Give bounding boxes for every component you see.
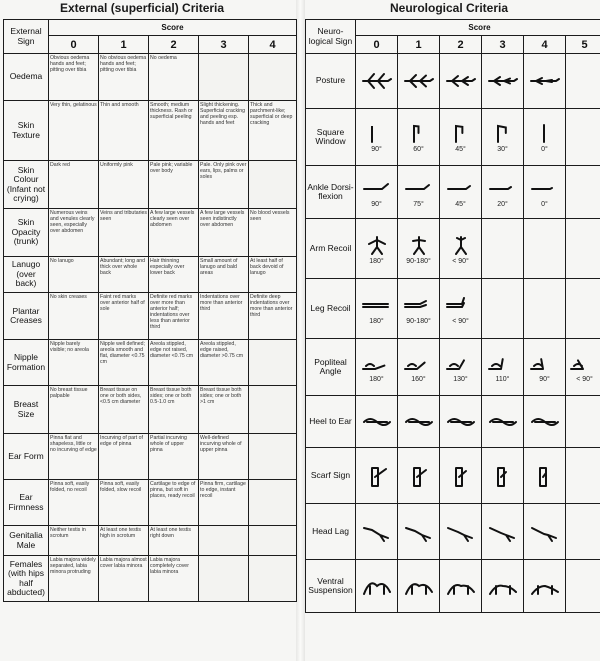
neuro-criterion-cell [482,54,524,109]
neuro-criterion-cell [356,396,398,448]
angle-label: 180° [369,376,384,383]
external-criterion-cell [249,340,297,386]
external-criterion-cell [249,526,297,556]
neuro-criterion-cell [482,166,524,219]
external-criterion-cell: Indentations over more than anterior third [199,293,249,340]
external-criterion-cell: No oedema [149,54,199,101]
neuro-sign-label: Popliteal Angle [306,339,356,396]
external-criterion-cell: Pinna flat and shapeless, little or no incurving of edge [49,434,99,480]
ankle-figure-icon [528,176,562,200]
neuro-criterion-cell [566,109,600,166]
external-row [4,101,297,161]
angle-label: < 90° [452,257,469,265]
neuro-criterion-cell [524,504,566,560]
scarf-figure-icon [444,464,478,488]
external-criterion-cell: Nipple well defined; areola smooth and flat, diameter <0.75 cm [99,340,149,386]
neuro-criterion-cell [482,396,524,448]
external-criterion-cell: Abundant; long and thick over whole back [99,257,149,293]
neuro-sign-label: Arm Recoil [306,219,356,279]
neuro-criterion-cell [356,504,398,560]
external-criterion-cell: Pinna soft, easily folded, slow recoil [99,480,149,526]
neuro-criterion-cell [440,109,482,166]
neuro-criterion-cell [566,166,600,219]
external-criterion-cell: No blood vessels seen [249,209,297,257]
external-row [4,54,297,101]
angle-label: 90-180° [406,257,431,265]
external-score-0: 0 [49,36,99,54]
external-criterion-cell [199,54,249,101]
neuro-score-header: Score [356,20,600,36]
neuro-row [306,54,600,109]
neuro-row [306,396,600,448]
external-criterion-cell [249,434,297,480]
neuro-criterion-cell [440,339,482,396]
external-criterion-cell: Very thin, gelatinous [49,101,99,161]
neuro-criterion-cell [440,54,482,109]
neuro-criterion-cell [398,166,440,219]
ventral-figure-icon [486,574,520,598]
external-criterion-cell [249,54,297,101]
popliteal-figure-icon [568,351,600,375]
neuro-criterion-cell [524,219,566,279]
external-criterion-cell: Breast tissue both sides; one or both 0.5-1.0 cm [149,386,199,434]
angle-label: 130° [453,376,468,383]
neuro-criterion-cell [524,560,566,613]
external-criterion-cell: Pale. Only pink over ears, lips, palms or soles [199,161,249,209]
posture-figure-icon [402,69,436,93]
heel-ear-figure-icon [360,410,394,434]
neuro-criterion-cell [524,166,566,219]
external-score-3: 3 [199,36,249,54]
ankle-figure-icon [486,176,520,200]
external-sign-label: Females (with hips half abducted) [4,556,49,602]
angle-label: 0° [541,201,548,208]
neuro-criterion-cell [566,54,600,109]
external-row [4,386,297,434]
external-criterion-cell: Veins and tributaries seen [99,209,149,257]
neuro-sign-label: Ventral Suspension [306,560,356,613]
external-criterion-cell: Thin and smooth [99,101,149,161]
neuro-row [306,448,600,504]
external-criterion-cell: Partial incurving whole of upper pinna [149,434,199,480]
neuro-criterion-cell [482,339,524,396]
external-criterion-cell: Cartilage to edge of pinna, but soft in places, ready recoil [149,480,199,526]
neuro-criterion-cell [398,219,440,279]
external-criterion-cell: No breast tissue palpable [49,386,99,434]
neuro-score-0: 0 [356,36,398,54]
neuro-criterion-cell [524,54,566,109]
angle-label: < 90° [452,317,469,325]
external-sign-label: Plantar Creases [4,293,49,340]
arm-figure-icon [444,233,478,257]
neuro-criterion-cell [566,448,600,504]
external-sign-label: Ear Form [4,434,49,480]
ankle-figure-icon [402,176,436,200]
heel-ear-figure-icon [528,410,562,434]
neuro-score-5: 5 [566,36,600,54]
external-score-header: Score [49,20,297,36]
angle-label: 75° [413,201,424,208]
neuro-criterion-cell [440,560,482,613]
popliteal-figure-icon [360,351,394,375]
angle-label: 60° [413,146,424,153]
neuro-score-1: 1 [398,36,440,54]
neuro-criterion-cell [566,219,600,279]
external-criterion-cell: Slight thickening. Superficial cracking and peeling esp. hands and feet [199,101,249,161]
angle-label: 0° [541,146,548,153]
scarf-figure-icon [486,464,520,488]
popliteal-figure-icon [486,351,520,375]
neuro-row [306,219,600,279]
external-criterion-cell [199,556,249,602]
external-criterion-cell [249,386,297,434]
angle-label: 20° [497,201,508,208]
neuro-row [306,504,600,560]
external-criterion-cell: Small amount of lanugo and bald areas [199,257,249,293]
neurological-criteria-title: Neurological Criteria [390,1,509,15]
neuro-criterion-cell [482,109,524,166]
neuro-criterion-cell [440,166,482,219]
neuro-sign-label: Posture [306,54,356,109]
neuro-criterion-cell [524,109,566,166]
square-window-figure-icon [486,121,520,145]
angle-label: 90-180° [406,317,431,325]
angle-label: 45° [455,201,466,208]
external-row [4,340,297,386]
neuro-sign-label: Square Window [306,109,356,166]
external-criterion-cell [249,161,297,209]
neuro-criterion-cell [482,504,524,560]
ventral-figure-icon [444,574,478,598]
neuro-criterion-cell [440,448,482,504]
neuro-score-2: 2 [440,36,482,54]
neuro-criterion-cell [440,504,482,560]
external-criterion-cell [249,556,297,602]
neuro-sign-label: Scarf Sign [306,448,356,504]
external-row [4,257,297,293]
external-criterion-cell: Areola stippled, edge raised, diameter >0.75 cm [199,340,249,386]
leg-figure-icon [444,293,478,317]
external-criterion-cell: Faint red marks over anterior half of sole [99,293,149,340]
external-criterion-cell: Numerous veins and venules clearly seen, especially over abdomen [49,209,99,257]
head-lag-figure-icon [444,520,478,544]
external-criterion-cell: Neither testis in scrotum [49,526,99,556]
external-sign-label: Oedema [4,54,49,101]
neuro-sign-label: Heel to Ear [306,396,356,448]
neuro-criterion-cell [356,448,398,504]
neuro-criterion-cell [398,54,440,109]
angle-label: 180° [369,317,384,325]
external-criterion-cell: Well-defined incurving whole of upper pinna [199,434,249,480]
popliteal-figure-icon [528,351,562,375]
external-criterion-cell [249,480,297,526]
scarf-figure-icon [402,464,436,488]
head-lag-figure-icon [360,520,394,544]
external-criterion-cell: Breast tissue on one or both sides, <0.5 cm diameter [99,386,149,434]
arm-figure-icon [360,233,394,257]
external-row [4,161,297,209]
neuro-criterion-cell [356,560,398,613]
external-sign-label: Skin Colour (Infant not crying) [4,161,49,209]
external-sign-label: Breast Size [4,386,49,434]
neuro-criterion-cell [482,279,524,339]
external-criterion-cell: No skin creases [49,293,99,340]
external-sign-label: Skin Opacity (trunk) [4,209,49,257]
scarf-figure-icon [528,464,562,488]
angle-label: 180° [369,257,384,265]
ventral-figure-icon [528,574,562,598]
external-criterion-cell: Uniformly pink [99,161,149,209]
neuro-criterion-cell [566,560,600,613]
external-row [4,293,297,340]
external-sign-label: Genitalia Male [4,526,49,556]
external-sign-label: Skin Texture [4,101,49,161]
neuro-criterion-cell [482,448,524,504]
external-criterion-cell: A few large vessels clearly seen over abdomen [149,209,199,257]
neuro-criterion-cell [440,396,482,448]
external-sign-label: Ear Firmness [4,480,49,526]
head-lag-figure-icon [486,520,520,544]
neuro-criterion-cell [524,448,566,504]
heel-ear-figure-icon [402,410,436,434]
external-row [4,526,297,556]
ventral-figure-icon [402,574,436,598]
neuro-criterion-cell [398,396,440,448]
angle-label: 110° [495,376,510,383]
popliteal-figure-icon [402,351,436,375]
neuro-criterion-cell [566,396,600,448]
neuro-score-3: 3 [482,36,524,54]
neuro-criterion-cell [356,166,398,219]
leg-figure-icon [402,293,436,317]
neuro-criterion-cell [356,339,398,396]
external-criterion-cell: At least half of back devoid of lanugo [249,257,297,293]
neuro-criterion-cell [398,339,440,396]
external-score-4: 4 [249,36,297,54]
square-window-figure-icon [528,121,562,145]
neuro-criterion-cell [524,339,566,396]
page-fold [296,0,305,661]
neuro-criterion-cell [482,560,524,613]
external-criterion-cell: Thick and parchment-like; superficial or deep cracking [249,101,297,161]
external-criterion-cell: Incurving of part of edge of pinna [99,434,149,480]
neuro-criterion-cell [398,279,440,339]
heel-ear-figure-icon [486,410,520,434]
posture-figure-icon [444,69,478,93]
external-criterion-cell: Areola stippled, edge not raised, diameter <0.75 cm [149,340,199,386]
neuro-criterion-cell [398,448,440,504]
neuro-criterion-cell [398,504,440,560]
neuro-criterion-cell [356,219,398,279]
neuro-sign-label: Leg Recoil [306,279,356,339]
external-criterion-cell: Definite deep indentations over more than anterior third [249,293,297,340]
neuro-criterion-cell [566,504,600,560]
external-criterion-cell: Nipple barely visible; no areola [49,340,99,386]
external-criterion-cell: Pinna firm, cartilage to edge, instant recoil [199,480,249,526]
neurological-criteria-table [305,19,600,613]
head-lag-figure-icon [528,520,562,544]
external-criterion-cell: No lanugo [49,257,99,293]
angle-label: 90° [539,376,550,383]
external-criterion-cell: Labia majora widely separated, labia minora protruding [49,556,99,602]
external-criterion-cell: Obvious oedema hands and feet; pitting over tibia [49,54,99,101]
external-score-1: 1 [99,36,149,54]
neuro-row [306,339,600,396]
neuro-criterion-cell [566,279,600,339]
leg-figure-icon [360,293,394,317]
neuro-row [306,166,600,219]
neuro-criterion-cell [356,279,398,339]
neuro-criterion-cell [398,560,440,613]
square-window-figure-icon [444,121,478,145]
external-criterion-cell: Pinna soft, easily folded, no recoil [49,480,99,526]
neuro-criterion-cell [356,54,398,109]
external-row [4,434,297,480]
angle-label: 90° [371,201,382,208]
external-criterion-cell: At least one testis right down [149,526,199,556]
posture-figure-icon [360,69,394,93]
external-criterion-cell: Smooth; medium thickness. Rash or superficial peeling [149,101,199,161]
neuro-sign-label: Ankle Dorsi-flexion [306,166,356,219]
ventral-figure-icon [360,574,394,598]
neuro-criterion-cell [566,339,600,396]
neuro-criterion-cell [398,109,440,166]
neuro-row [306,560,600,613]
angle-label: 160° [411,376,426,383]
head-lag-figure-icon [402,520,436,544]
square-window-figure-icon [360,121,394,145]
angle-label: 30° [497,146,508,153]
neuro-row [306,279,600,339]
posture-figure-icon [486,69,520,93]
external-sign-label: Nipple Formation [4,340,49,386]
popliteal-figure-icon [444,351,478,375]
external-criterion-cell: A few large vessels seen indistinctly over abdomen [199,209,249,257]
external-criterion-cell: Dark red [49,161,99,209]
ankle-figure-icon [444,176,478,200]
external-criterion-cell: Hair thinning especially over lower back [149,257,199,293]
neuro-criterion-cell [440,219,482,279]
neuro-criterion-cell [440,279,482,339]
external-criterion-cell: At least one testis high in scrotum [99,526,149,556]
neuro-row [306,109,600,166]
external-row [4,480,297,526]
neuro-sign-label: Head Lag [306,504,356,560]
external-criterion-cell: Pale pink; variable over body [149,161,199,209]
external-row [4,556,297,602]
external-sign-header: External Sign [4,20,49,54]
external-score-2: 2 [149,36,199,54]
ankle-figure-icon [360,176,394,200]
angle-label: 45° [455,146,466,153]
scarf-figure-icon [360,464,394,488]
angle-label: 90° [371,146,382,153]
neuro-criterion-cell [482,219,524,279]
external-criterion-cell: Breast tissue both sides; one or both >1 cm [199,386,249,434]
square-window-figure-icon [402,121,436,145]
external-criteria-title: External (superficial) Criteria [60,1,225,15]
angle-label: < 90° [576,376,593,383]
external-sign-label: Lanugo (over back) [4,257,49,293]
neuro-criterion-cell [524,396,566,448]
heel-ear-figure-icon [444,410,478,434]
neuro-sign-header: Neuro-logical Sign [306,20,356,54]
neuro-score-4: 4 [524,36,566,54]
external-criteria-table [3,19,297,602]
external-criterion-cell: Labia majora completely cover labia minora [149,556,199,602]
posture-figure-icon [528,69,562,93]
neuro-criterion-cell [524,279,566,339]
external-criterion-cell: Definite red marks over more than anterior half; indentations over less than anterior third [149,293,199,340]
external-criterion-cell [199,526,249,556]
external-criterion-cell: No obvious oedema hands and feet; pitting over tibia [99,54,149,101]
external-criterion-cell: Labia majora almost cover labia minora [99,556,149,602]
neuro-criterion-cell [356,109,398,166]
external-row [4,209,297,257]
arm-figure-icon [402,233,436,257]
